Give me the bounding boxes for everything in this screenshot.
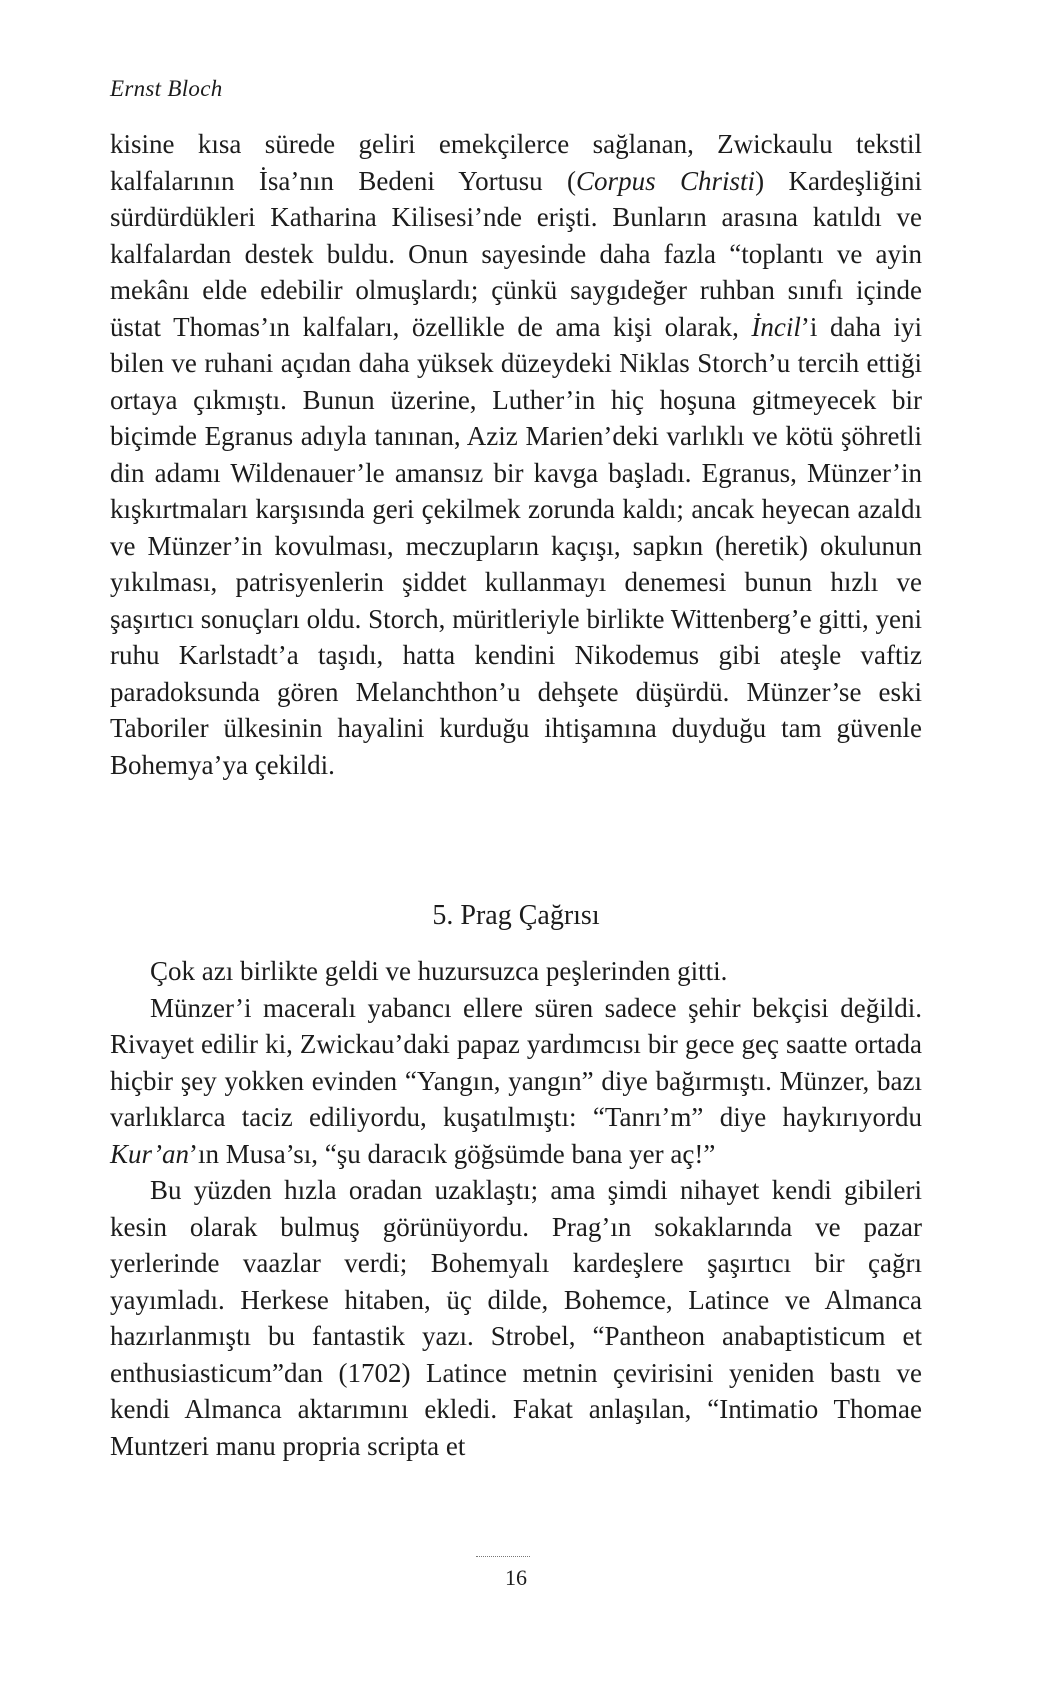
paragraph: Bu yüzden hızla oradan uzaklaştı; ama şimdi nihayet kendi gibileri kesin olarak bulmuş görünüyordu. Prag’ın sokaklarında ve pazar yerlerinde vaazlar verdi; Bohemyalı kardeşlere şaşırtıcı bir çağrı yayımladı. Herkese hitaben, üç dilde, Bohemce, Latince ve Almanca hazırlanmıştı bu fantastik yazı. Strobel, “Pantheon anabaptisticum et enthusiasticum”dan (1702) Latince metnin çevirisini yeniden bastı ve kendi Almanca aktarımını ekledi. Fakat anlaşılan, “Intimatio Thomae Muntzeri manu propria scripta et bbox=[110, 1175, 922, 1461]
paragraph-segment: Münzer’i maceralı yabancı ellere süren sadece şehir bekçisi değildi. Rivayet edilir ki, Zwickau’daki papaz yardımcısı bir gece geç saatte ortada hiçbir şey yokken evinden “Yangın, yangın” diye bağırmıştı. Münzer, bazı varlıklarca taciz ediliyordu, kuşatılmıştı: “Tanrı’m” diye haykırıyordu bbox=[110, 992, 922, 1132]
running-head: Ernst Bloch bbox=[110, 76, 223, 101]
italic-term: Corpus Christi bbox=[576, 165, 756, 196]
italic-term: İncil bbox=[751, 311, 801, 342]
paragraph-segment: kisine kısa sürede geliri emekçilerce sağlanan, Zwickaulu tekstil kalfalarının İsa’nın Bedeni Yortusu ( bbox=[110, 129, 922, 196]
page-number: 16 bbox=[505, 1565, 527, 1590]
section-title: 5. Prag Çağrısı bbox=[432, 900, 600, 931]
body-text-upper bbox=[110, 126, 922, 783]
paragraph bbox=[110, 990, 922, 1173]
paragraph: Çok azı birlikte geldi ve huzursuzca peşlerinden gitti. bbox=[150, 956, 728, 986]
footer-divider bbox=[476, 1556, 530, 1557]
paragraph-continued bbox=[110, 126, 922, 783]
paragraph-segment: ) Kardeşliğini sürdürdükleri Katharina Kilisesi’nde erişti. Bunların arasına katıldı ve kalfalardan destek buldu. Onun sayesinde daha fazla “toplantı ve ayin mekânı elde edebilir olmuşlardı; çünkü saygıdeğer ruhban sınıfı içinde üstat Thomas’ın kalfaları, özellikle de ama kişi olarak, bbox=[110, 165, 922, 342]
italic-term: Kur’an bbox=[110, 1138, 190, 1169]
paragraph-segment: ’i daha iyi bilen ve ruhani açıdan daha yüksek düzeydeki Niklas Storch’u tercih ettiği ortaya çıkmıştı. Bunun üzerine, Luther’in hiç hoşuna gitmeyecek bir biçimde Egranus adıyla tanınan, Aziz Marien’deki varlıklı ve kötü şöhretli din adamı Wildenauer’le amansız bir kavga başladı. Egranus, Münzer’in kışkırtmaları karşısında geri çekilmek zorunda kaldı; ancak heyecan azaldı ve Münzer’in kovulması, meczupların kaçışı, sapkın (heretik) okulunun yıkılması, patrisyenlerin şiddet kullanmayı denemesi bunun hızlı ve şaşırtıcı sonuçları oldu. Storch, müritleriyle birlikte Wittenberg’e gitti, yeni ruhu Karlstadt’a taşıdı, hatta kendini Nikodemus gibi ateşle vaftiz paradoksunda gören Melanchthon’u dehşete düşürdü. Münzer’se eski Taboriler ülkesinin hayalini kurduğu ihtişamına duyduğu tam güvenle Bohemya’ya çekildi. bbox=[110, 311, 923, 780]
paragraph-segment: ’ın Musa’sı, “şu daracık göğsümde bana yer aç!” bbox=[189, 1138, 716, 1169]
body-text-lower bbox=[110, 953, 922, 1464]
